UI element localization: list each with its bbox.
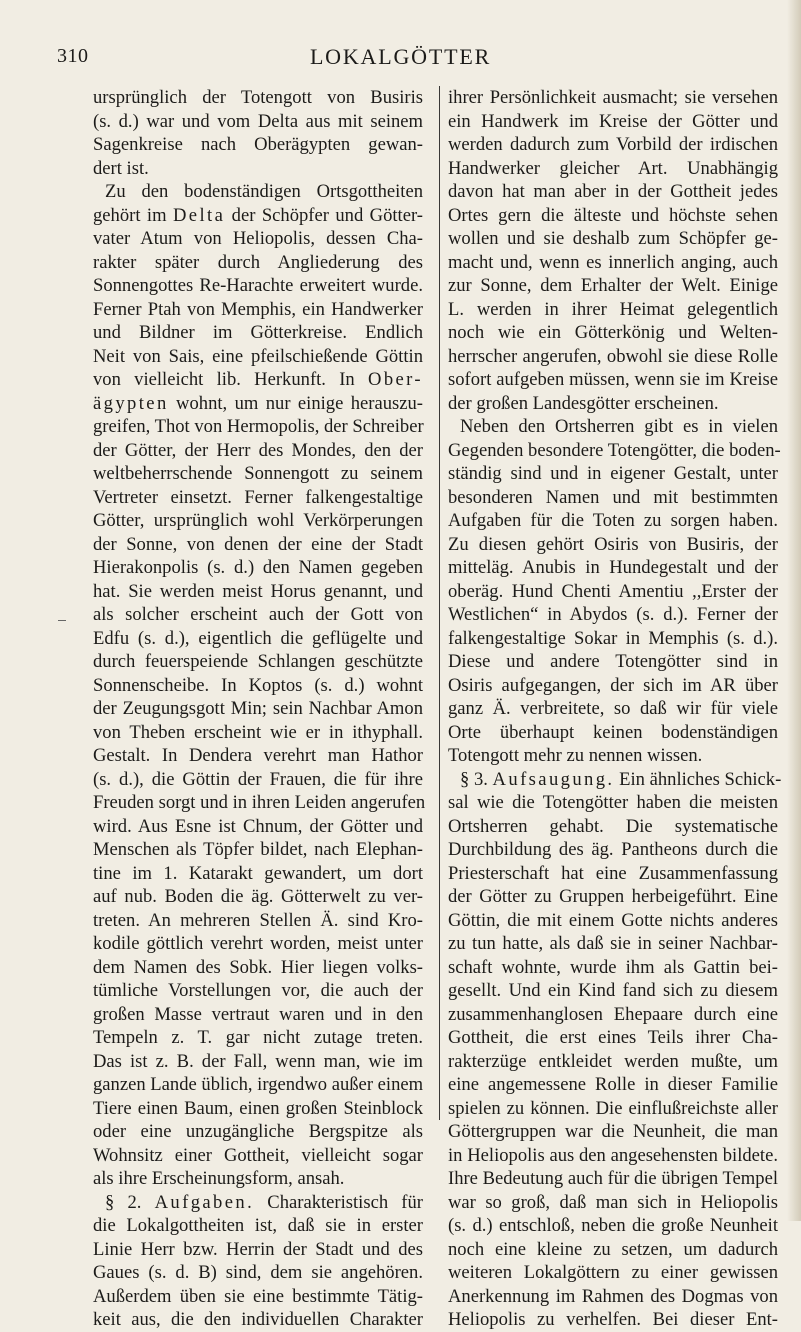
text-line: besonderen Namen und mit bestimmten: [448, 486, 778, 508]
text-line: oder eine unzugängliche Bergspitze als: [93, 1121, 423, 1142]
text-line: Vertreter einsetzt. Ferner falkengestaltige: [93, 486, 423, 508]
text-line: zur Sonne, dem Erhalter der Welt. Einige: [448, 275, 778, 296]
text-line: großen Masse vertraut waren und in den: [93, 1003, 423, 1025]
text-line: ganzen Lande üblich, irgendwo außer einem: [93, 1074, 424, 1095]
text-line: Hierakonpolis (s. d.) den Namen gegeben: [93, 557, 423, 578]
text-line: von Theben erscheint wie er in ithyphall.: [93, 721, 423, 743]
text-line: zu tun hatte, als daß sie in seiner Nachbar-: [448, 933, 778, 954]
text-run: § 3.: [460, 768, 493, 790]
text-line: rakter später durch Angliederung des: [93, 251, 423, 273]
text-line: Orte überhaupt keinen bodenständigen: [448, 721, 778, 743]
text-line: durch feuerspeiende Schlangen geschützte: [93, 651, 423, 672]
text-run: wohnt, um nur einige herauszu-: [168, 392, 423, 414]
text-line: Sonnenscheibe. In Koptos (s. d.) wohnt: [93, 674, 423, 696]
text-line: Göttergruppen war die Neunheit, die man: [448, 1121, 778, 1142]
text-line: vater Atum von Heliopolis, dessen Cha-: [93, 228, 423, 249]
text-line: Das ist z. B. der Fall, wenn man, wie im: [93, 1050, 423, 1072]
text-line: Freuden sorgt und in ihren Leiden angerufen: [93, 792, 426, 813]
text-line: Aufgaben für die Toten zu sorgen haben.: [448, 510, 778, 531]
text-line: ein Handwerk im Kreise der Götter und: [448, 110, 778, 132]
text-line: Handwerker gleicher Art. Unabhängig: [448, 157, 778, 179]
text-line: Ihre Bedeutung auch für die übrigen Tempel: [448, 1168, 778, 1189]
text-run: Ein ähnliches Schick-: [614, 768, 782, 790]
text-run: Zu den bodenständigen Ortsgottheiten: [105, 181, 423, 202]
text-line: [93, 392, 423, 416]
text-line: tine im 1. Katarakt gewandert, um dort: [93, 862, 423, 884]
text-line: (s. d.) war und vom Delta aus mit seinem: [93, 110, 423, 132]
text-line: werden dadurch zum Vorbild der irdischen: [448, 134, 778, 155]
text-line: herrscher angerufen, obwohl sie diese Rolle: [448, 345, 778, 367]
text-line: treten. An mehreren Stellen Ä. sind Kro-: [93, 909, 423, 931]
text-line: Ortes gern die älteste und höchste sehen: [448, 204, 778, 226]
emphasized-text: Aufgaben.: [154, 1191, 255, 1213]
text-line: in Heliopolis aus den angesehensten bildete.: [448, 1144, 778, 1166]
text-line: Zu diesen gehört Osiris von Busiris, der: [448, 533, 778, 555]
text-line: Außerdem üben sie eine bestimmte Tätig-: [93, 1285, 423, 1307]
text-line: Gaues (s. d. B) sind, dem sie angehören.: [93, 1262, 423, 1283]
text-line: falkengestaltige Sokar in Memphis (s. d.).: [448, 627, 778, 649]
text-line: schaft wohnte, wurde ihm als Gattin bei-: [448, 956, 778, 978]
text-line: [93, 368, 423, 392]
text-run: von vielleicht lib. Herkunft. In: [93, 369, 368, 390]
text-line: ursprünglich der Totengott von Busiris: [93, 87, 423, 108]
text-line: [93, 180, 423, 204]
text-line: dert ist.: [93, 157, 149, 179]
text-line: keit aus, die den individuellen Charakter: [93, 1309, 423, 1330]
text-line: [448, 768, 782, 792]
text-line: Neben den Ortsherren gibt es in vielen: [460, 416, 778, 437]
text-line: Sonnengottes Re-Harachte erweitert wurde.: [93, 275, 423, 296]
text-line: Westlichen“ in Abydos (s. d.). Ferner der: [448, 604, 778, 625]
text-line: mitteläg. Anubis in Hundegestalt und der: [448, 557, 778, 578]
text-line: L. werden in ihrer Heimat gelegentlich: [448, 298, 778, 320]
text-line: hat. Sie werden meist Horus genannt, und: [93, 580, 423, 602]
right-text-column: [448, 86, 782, 1332]
text-run: der Schöpfer und Götter-: [225, 204, 423, 226]
left-text-column: [93, 86, 426, 1332]
text-line: die Lokalgottheiten ist, daß sie in erster: [93, 1215, 423, 1236]
text-line: Menschen als Töpfer bildet, nach Elephan-: [93, 839, 423, 860]
emphasized-text: Delta: [172, 204, 226, 226]
text-line: Götter, ursprünglich wohl Verkörperungen: [93, 510, 423, 531]
text-line: Gottheit, die erst eines Teils ihrer Cha-: [448, 1027, 778, 1048]
text-line: Ortsherren gehabt. Die systematische: [448, 815, 778, 837]
text-line: wird. Aus Esne ist Chnum, der Götter und: [93, 815, 423, 837]
text-line: Durchbildung des äg. Pantheons durch die: [448, 839, 778, 860]
text-line: spielen zu können. Die einflußreichste aller: [448, 1097, 778, 1119]
text-line: greifen, Thot von Hermopolis, der Schreiber: [93, 416, 424, 437]
text-line: der großen Landesgötter erscheinen.: [448, 392, 719, 414]
emphasized-text: Ober-: [368, 369, 423, 390]
text-line: war so groß, daß man sich in Heliopolis: [448, 1191, 778, 1213]
text-line: der Götter, der Herr des Mondes, den der: [93, 439, 423, 461]
text-line: Totengott mehr zu nennen wissen.: [448, 745, 703, 766]
text-line: Ferner Ptah von Memphis, ein Handwerker: [93, 298, 423, 320]
text-line: davon hat man aber in der Gottheit jedes: [448, 181, 778, 202]
text-line: als solcher erscheint auch der Gott von: [93, 604, 423, 625]
text-line: Tiere einen Baum, einen großen Steinblock: [93, 1097, 423, 1119]
text-line: [93, 204, 423, 228]
text-line: der Zeugungsgott Min; sein Nachbar Amon: [93, 698, 423, 719]
page-edge-shadow: [787, 0, 801, 1221]
text-line: Priesterschaft hat eine Zusammenfassung: [448, 862, 778, 884]
emphasized-text: Aufsaugung.: [492, 768, 615, 790]
text-line: Heliopolis zu verhelfen. Bei dieser Ent-: [448, 1309, 778, 1330]
emphasized-text: ägypten: [93, 392, 169, 414]
text-line: (s. d.), die Göttin der Frauen, die für ihre: [93, 768, 423, 790]
text-line: sal wie die Totengötter haben die meisten: [448, 792, 778, 813]
text-run: gehört im: [93, 204, 173, 226]
text-line: wollen und sie deshalb zum Schöpfer ge-: [448, 228, 778, 249]
text-line: [93, 1191, 423, 1215]
text-line: noch wie ein Götterkönig und Welten-: [448, 322, 778, 343]
text-line: macht und, wenn es innerlich anging, auch: [448, 251, 778, 273]
text-line: als ihre Erscheinungsform, ansah.: [93, 1168, 345, 1189]
text-line: der Sonne, von denen der eine der Stadt: [93, 533, 423, 555]
text-line: Gestalt. In Dendera verehrt man Hathor: [93, 745, 423, 766]
text-line: Anerkennung im Rahmen des Dogmas von: [448, 1285, 778, 1307]
text-line: rakterzüge entkleidet werden mußte, um: [448, 1050, 778, 1072]
text-line: Osiris aufgegangen, der sich im AR über: [448, 674, 778, 696]
text-run: Charakteristisch für: [254, 1191, 423, 1213]
text-line: sofort aufgeben müssen, wenn sie im Kreise: [448, 369, 778, 390]
text-line: noch eine kleine zu setzen, um dadurch: [448, 1238, 778, 1260]
text-line: ständig sind und in eigener Gestalt, unter: [448, 463, 778, 484]
text-line: weiteren Lokalgöttern zu einer gewissen: [448, 1262, 778, 1283]
text-line: gesellt. Und ein Kind fand sich zu diesem: [448, 980, 778, 1001]
page-number: 310: [57, 45, 89, 67]
text-line: zusammenhanglosen Ehepaare durch eine: [448, 1003, 778, 1025]
text-run: § 2.: [105, 1191, 155, 1213]
text-line: Diese und andere Totengötter sind in: [448, 651, 778, 672]
text-line: (s. d.) entschloß, neben die große Neunheit: [448, 1215, 778, 1236]
text-line: auf nub. Boden die äg. Götterwelt zu ver-: [93, 886, 423, 907]
text-line: Neit von Sais, eine pfeilschießende Göttin: [93, 345, 423, 367]
text-line: Sagenkreise nach Oberägypten gewan-: [93, 134, 423, 155]
text-line: ganz Ä. verbreitete, so daß wir für viele: [448, 698, 778, 719]
text-line: Tempeln z. T. gar nicht zutage treten.: [93, 1027, 423, 1048]
margin-mark: [58, 620, 66, 621]
column-divider: [439, 86, 440, 1120]
running-title: LOKALGÖTTER: [309, 44, 492, 69]
text-line: Wohnsitz einer Gottheit, vielleicht sogar: [93, 1144, 423, 1166]
text-line: kodile göttlich verehrt worden, meist unter: [93, 933, 423, 954]
text-line: weltbeherrschende Sonnengott zu seinem: [93, 463, 423, 484]
text-line: der Götter zu Gruppen herbeigeführt. Eine: [448, 886, 778, 907]
text-line: tümliche Vorstellungen vor, die auch der: [93, 980, 423, 1001]
text-line: und Bildner im Götterkreise. Endlich: [93, 322, 423, 343]
text-line: oberäg. Hund Chenti Amentiu ,,Erster der: [448, 580, 778, 602]
text-line: Linie Herr bzw. Herrin der Stadt und des: [93, 1238, 423, 1260]
text-line: dem Namen des Sobk. Hier liegen volks-: [93, 956, 423, 978]
text-line: Gegenden besondere Totengötter, die boden-: [448, 439, 781, 461]
text-line: eine angemessene Rolle in dieser Familie: [448, 1074, 778, 1095]
text-line: Edfu (s. d.), eigentlich die geflügelte und: [93, 627, 423, 649]
text-line: Göttin, die mit einem Gotte nichts anderes: [448, 909, 778, 931]
text-line: ihrer Persönlichkeit ausmacht; sie versehen: [448, 87, 778, 108]
